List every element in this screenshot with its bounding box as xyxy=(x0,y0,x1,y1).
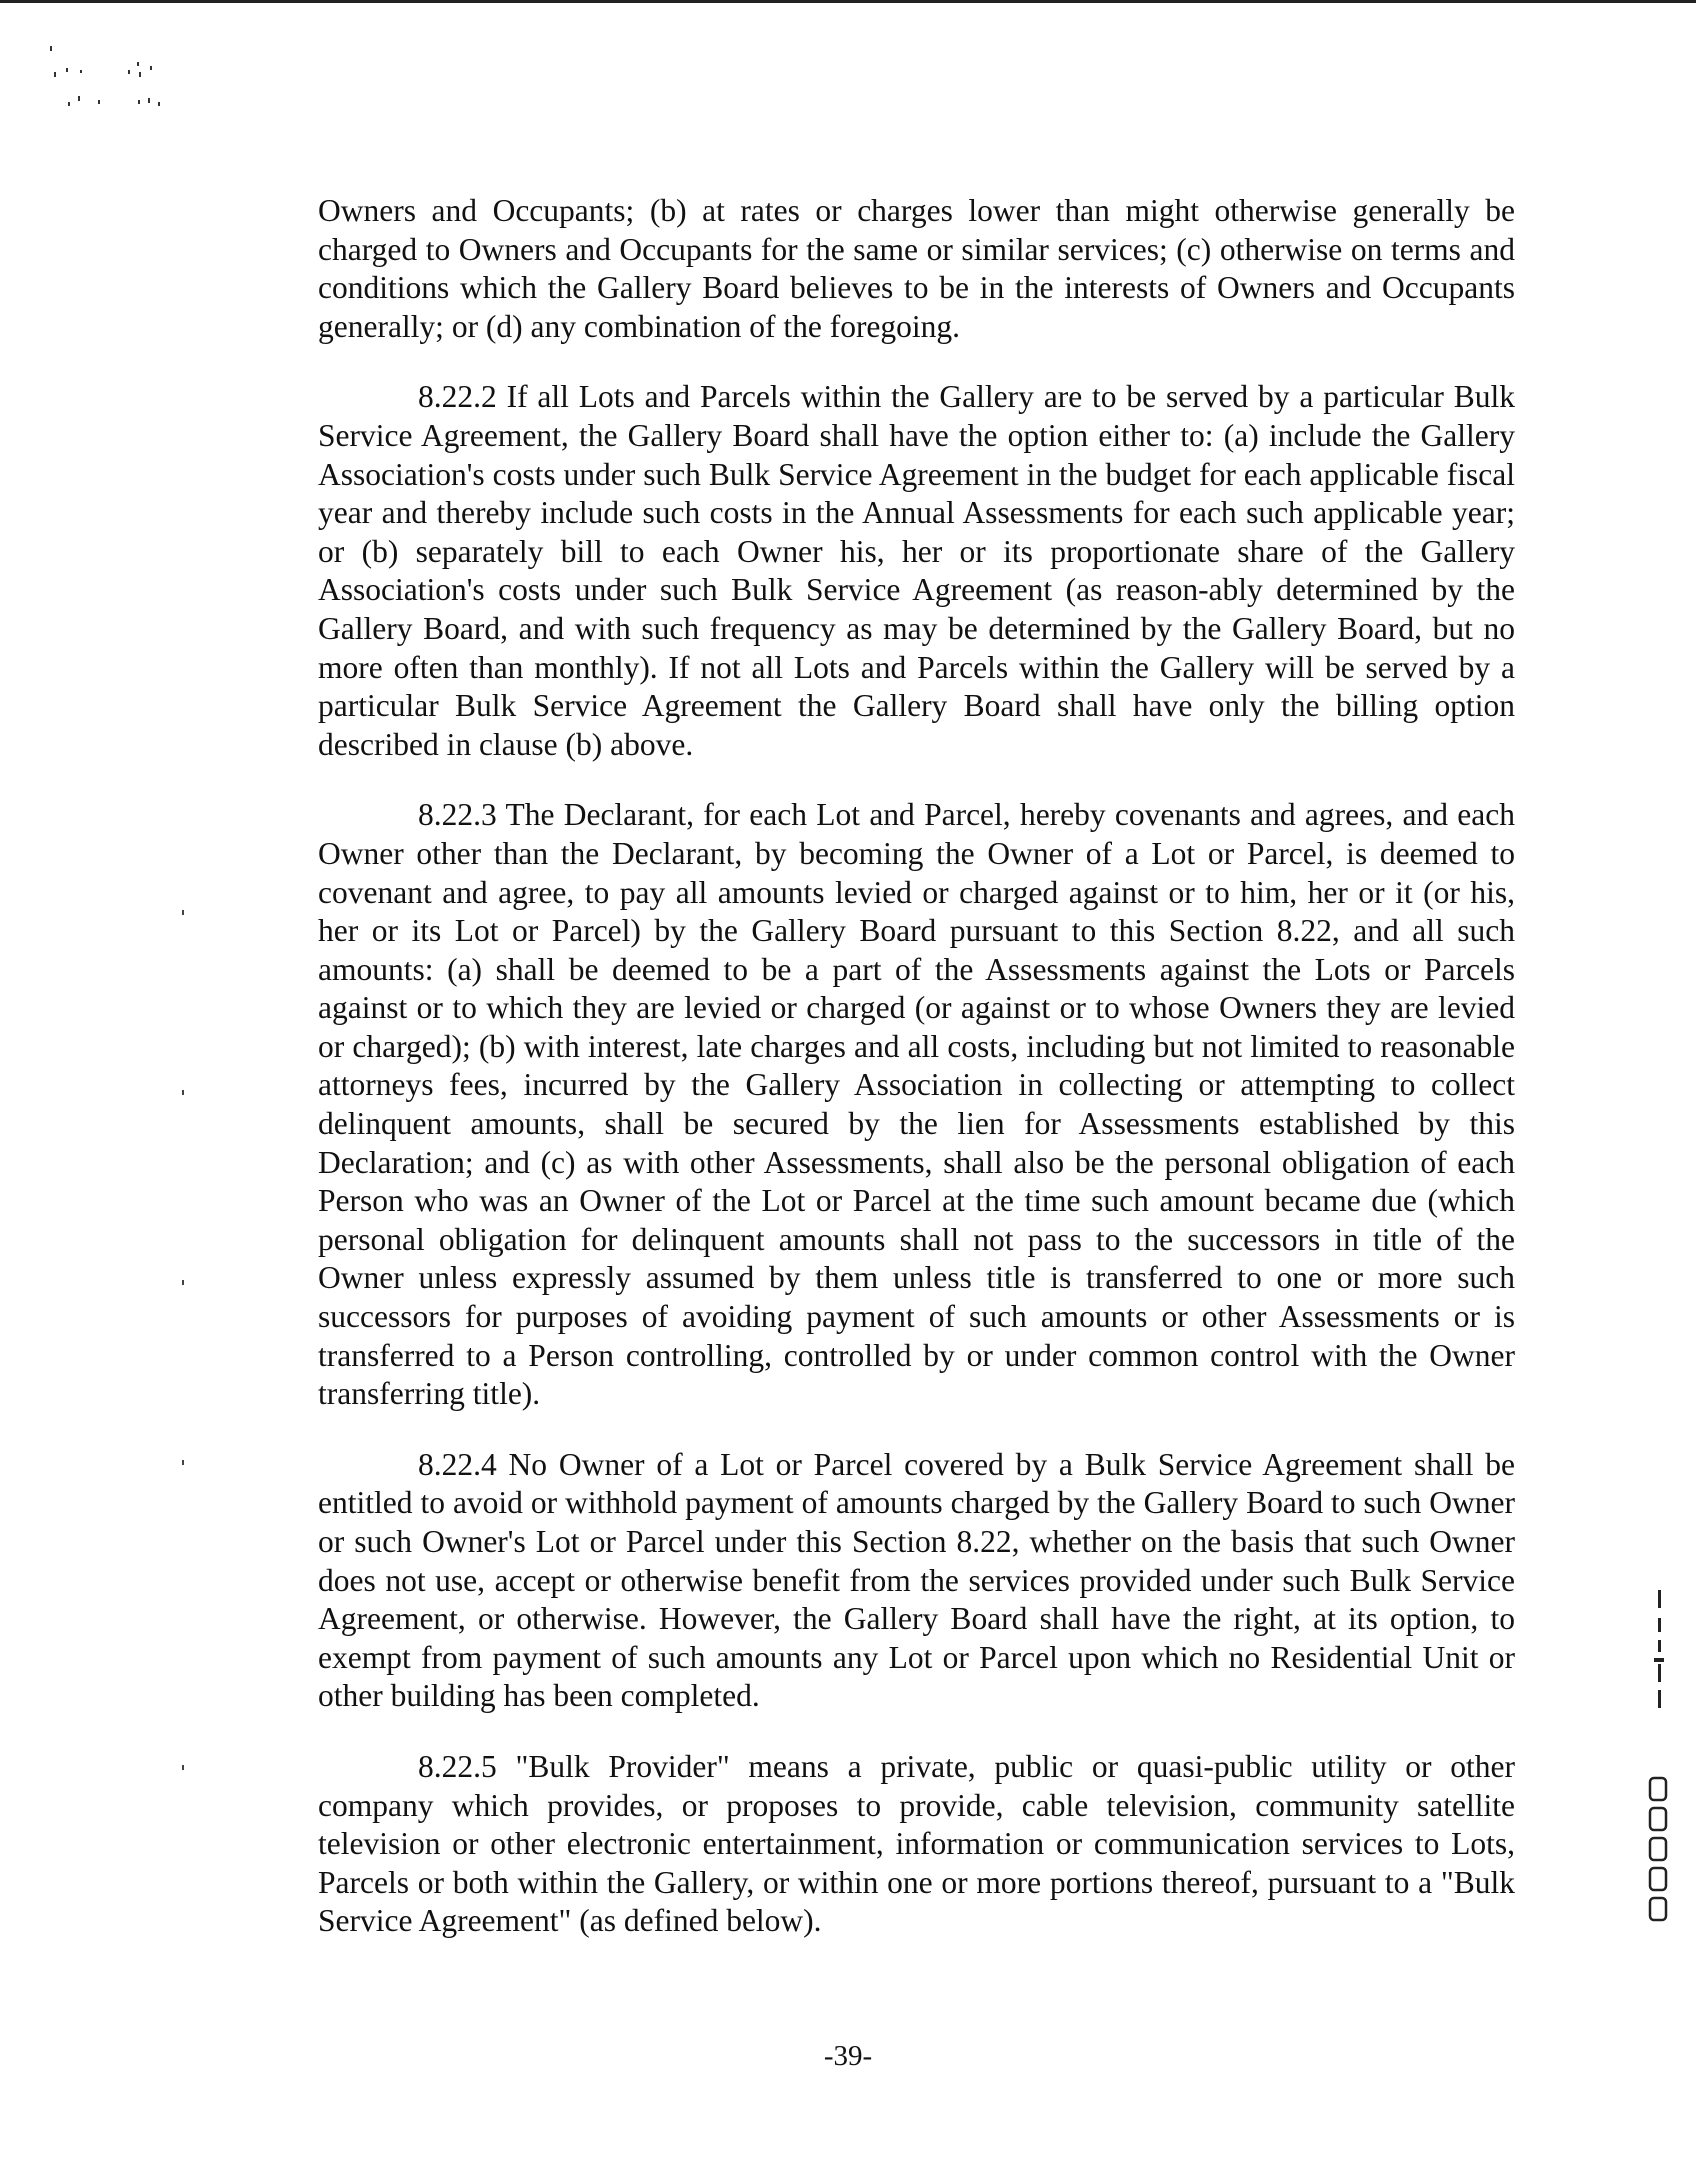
paragraph-8-22-2: 8.22.2 If all Lots and Parcels within the Gallery are to be served by a particular Bulk Service Agreement, the Gallery Board shall have the option either to: (a) include the Gallery Association's costs under such Bulk Service Agreement in the budget for each applicable fiscal year and thereby include such costs in the Annual Assessments for each such applicable year; or (b) separately bill to each Owner his, her or its proportionate share of the Gallery Association's costs under such Bulk Service Agreement (as reason-ably determined by the Gallery Board, and with such frequency as may be determined by the Gallery Board, but no more often than monthly). If not all Lots and Parcels within the Gallery will be served by a particular Bulk Service Agreement the Gallery Board shall have only the billing option described in clause (b) above. xyxy=(318,379,1515,762)
paragraph-8-22-3: 8.22.3 The Declarant, for each Lot and Parcel, hereby covenants and agrees, and each Owner other than the Declarant, by becoming the Owner of a Lot or Parcel, is deemed to covenant and agree, to pay all amounts levied or charged against or to him, her or it (or his, her or its Lot or Parcel) by the Gallery Board pursuant to this Section 8.22, and all such amounts: (a) shall be deemed to be a part of the Assessments against the Lots or Parcels against or to which they are levied or charged (or against or to whose Owners they are levied or charged); (b) with interest, late charges and all costs, including but not limited to reasonable attorneys fees, incurred by the Gallery Association in collecting or attempting to collect delinquent amounts, shall be secured by the lien for Assessments established by this Declaration; and (c) as with other Assessments, shall also be the personal obligation of each Person who was an Owner of the Lot or Parcel at the time such amount became due (which personal obligation for delinquent amounts shall not pass to the successors in title of the Owner unless expressly assumed by them unless title is transferred to one or more such successors for purposes of avoiding payment of such amounts or other Assessments or is transferred to a Person controlling, controlled by or under common control with the Owner transferring title). xyxy=(318,797,1515,1412)
margin-stamp xyxy=(1640,1590,1680,1930)
paragraph-8-22-5: 8.22.5 "Bulk Provider" means a private, public or quasi-public utility or other company which provides, or proposes to provide, cable television, community satellite television or other electronic entertainment, information or communication services to Lots, Parcels or both within the Gallery, or within one or more portions thereof, pursuant to a "Bulk Service Agreement" (as defined below). xyxy=(318,1748,1515,1939)
document-body xyxy=(318,192,1515,1973)
scan-top-edge xyxy=(0,0,1696,3)
margin-scan-dots xyxy=(178,900,188,1900)
paragraph-continuation: Owners and Occupants; (b) at rates or charges lower than might otherwise generally be charged to Owners and Occupants for the same or similar services; (c) otherwise on terms and conditions which the Gallery Board believes to be in the interests of Owners and Occupants generally; or (d) any combination of the foregoing. xyxy=(318,193,1515,344)
paragraph-8-22-4: 8.22.4 No Owner of a Lot or Parcel covered by a Bulk Service Agreement shall be entitled to avoid or withhold payment of amounts charged by the Gallery Board to such Owner or such Owner's Lot or Parcel under this Section 8.22, whether on the basis that such Owner does not use, accept or otherwise benefit from the services provided under such Bulk Service Agreement, or otherwise. However, the Gallery Board shall have the right, at its option, to exempt from payment of such amounts any Lot or Parcel upon which no Residential Unit or other building has been completed. xyxy=(318,1446,1515,1714)
page-number: -39- xyxy=(823,2040,873,2072)
scan-specks xyxy=(40,40,230,120)
